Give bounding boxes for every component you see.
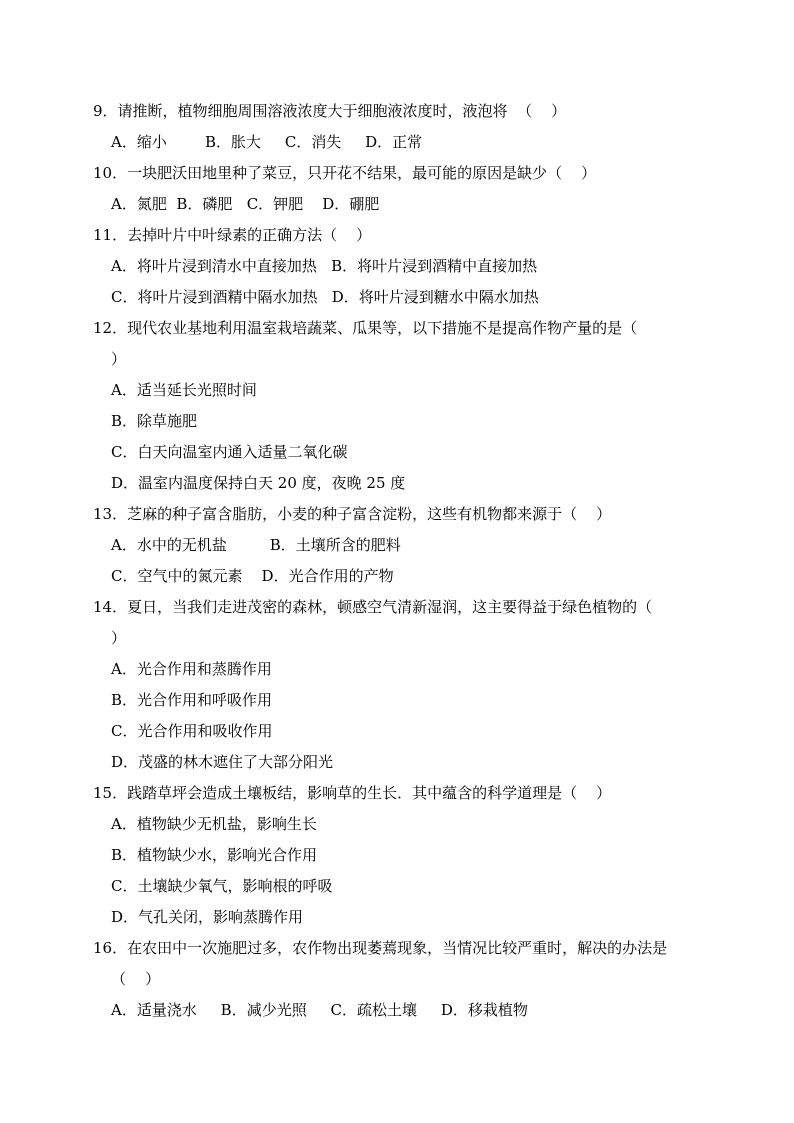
question-15-option-b: B．植物缺少水，影响光合作用: [111, 846, 318, 864]
question-12-stem-continued: ）: [111, 350, 127, 368]
question-10-stem: 10．一块肥沃田地里种了菜豆，只开花不结果，最可能的原因是缺少（ ）: [93, 164, 597, 182]
question-12-stem: 12．现代农业基地利用温室栽培蔬菜、瓜果等，以下措施不是提高作物产量的是（: [93, 319, 638, 337]
question-11-options-ab: A．将叶片浸到清水中直接加热 B．将叶片浸到酒精中直接加热: [111, 257, 538, 275]
question-list: [93, 96, 713, 1026]
question-15-option-d: D．气孔关闭，影响蒸腾作用: [111, 908, 304, 926]
question-12-option-a: A．适当延长光照时间: [111, 381, 257, 399]
question-13-options-ab: A．水中的无机盐 B．土壤所含的肥料: [111, 536, 401, 554]
question-14-option-d: D．茂盛的林木遮住了大部分阳光: [111, 753, 334, 771]
question-12-option-c: C．白天向温室内通入适量二氧化碳: [111, 443, 348, 461]
question-13-options-cd: C．空气中的氮元素 D．光合作用的产物: [111, 567, 394, 585]
question-13-stem: 13．芝麻的种子富含脂肪，小麦的种子富含淀粉，这些有机物都来源于（ ）: [93, 505, 612, 523]
question-12-option-d: D．温室内温度保持白天 20 度，夜晚 25 度: [111, 474, 406, 492]
question-16-stem: 16．在农田中一次施肥过多，农作物出现萎蔫现象，当情况比较严重时，解决的办法是: [93, 939, 668, 957]
question-14-stem: 14．夏日，当我们走进茂密的森林，顿感空气清新湿润，这主要得益于绿色植物的（: [93, 598, 653, 616]
question-11-options-cd: C．将叶片浸到酒精中隔水加热 D．将叶片浸到糖水中隔水加热: [111, 288, 539, 306]
question-14-option-b: B．光合作用和呼吸作用: [111, 691, 273, 709]
question-12-option-b: B．除草施肥: [111, 412, 198, 430]
question-15-option-a: A．植物缺少无机盐，影响生长: [111, 815, 317, 833]
question-15-option-c: C．土壤缺少氧气，影响根的呼吸: [111, 877, 333, 895]
question-16-stem-continued: （ ）: [111, 970, 161, 988]
question-15-stem: 15．践踏草坪会造成土壤板结，影响草的生长．其中蕴含的科学道理是（ ）: [93, 784, 612, 802]
question-9-stem: 9．请推断，植物细胞周围溶液浓度大于细胞液浓度时，液泡将 （ ）: [93, 102, 567, 120]
question-14-option-c: C．光合作用和吸收作用: [111, 722, 273, 740]
question-10-options: A．氮肥 B．磷肥 C．钾肥 D．硼肥: [111, 195, 380, 213]
question-14-option-a: A．光合作用和蒸腾作用: [111, 660, 272, 678]
question-16-options: A．适量浇水 B．减少光照 C．疏松土壤 D．移栽植物: [111, 1001, 528, 1019]
question-11-stem: 11．去掉叶片中叶绿素的正确方法（ ）: [93, 226, 372, 244]
question-14-stem-continued: ）: [111, 629, 127, 647]
question-9-options: A．缩小 B．胀大 C．消失 D．正常: [111, 133, 423, 151]
